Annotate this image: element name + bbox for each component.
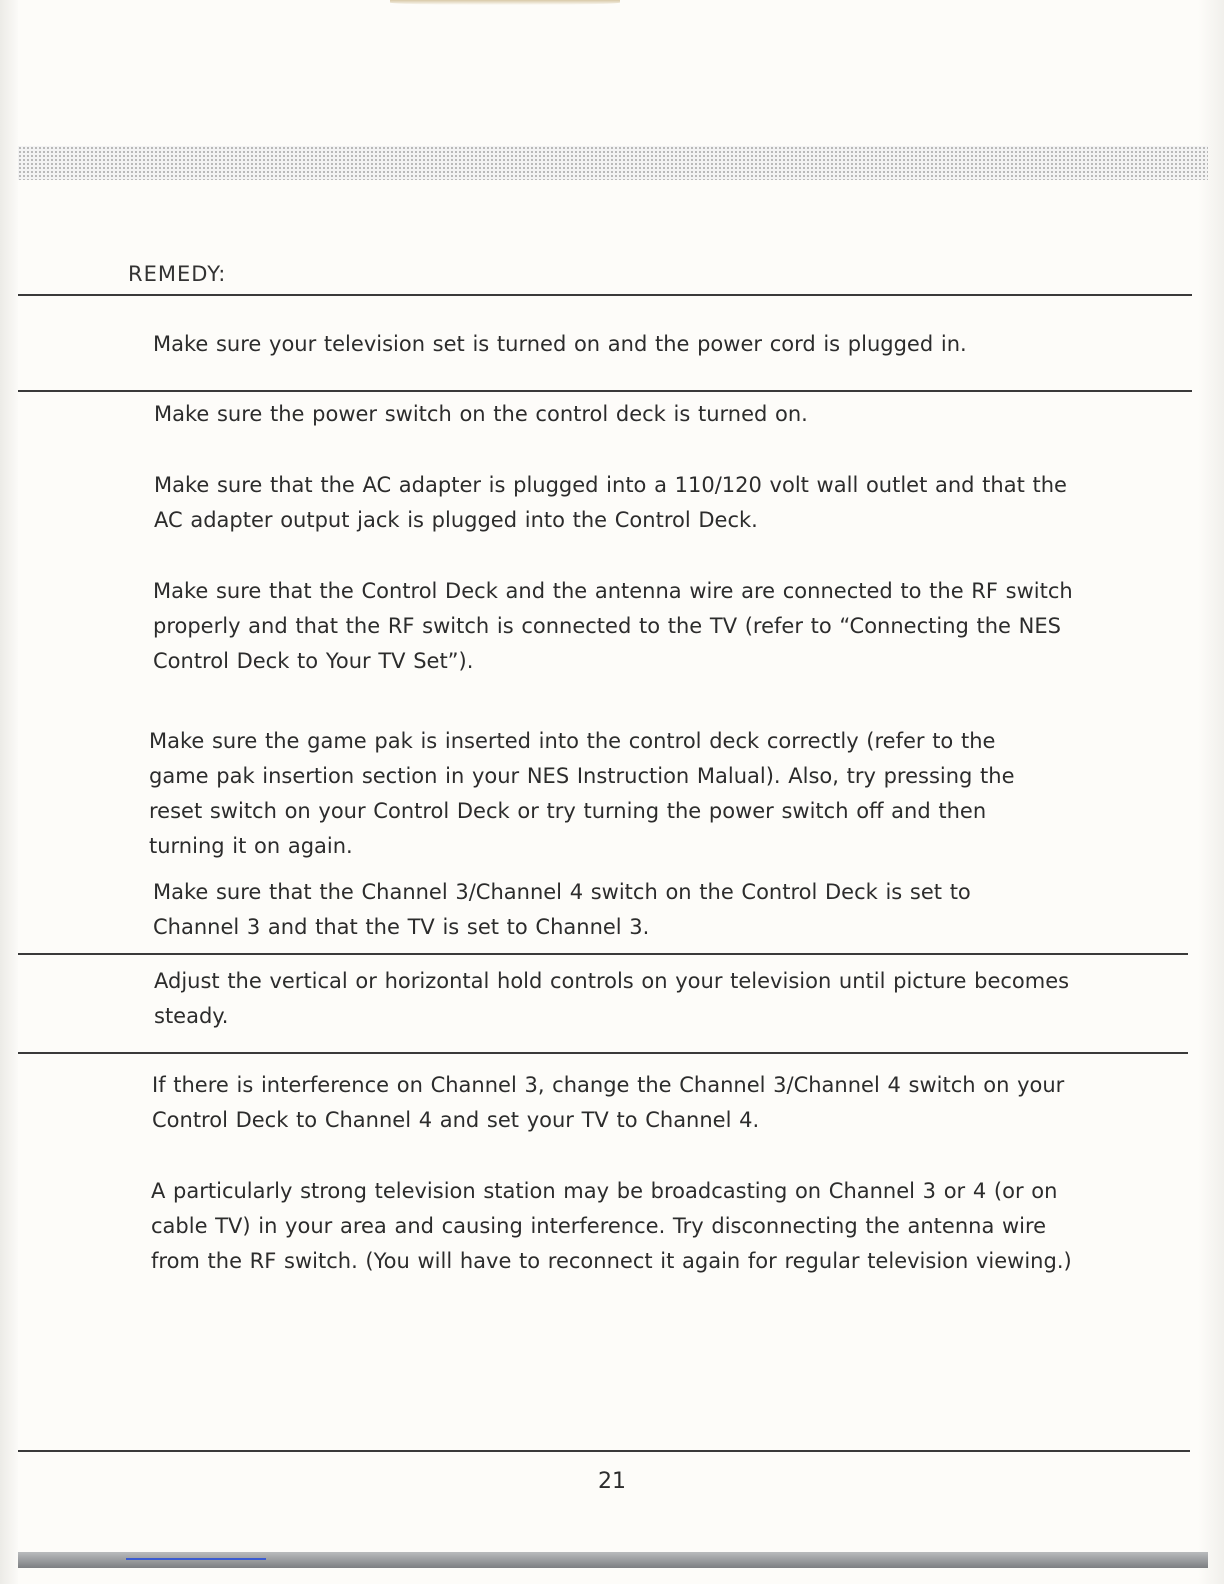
section-divider [18,390,1192,392]
remedy-paragraph: Adjust the vertical or horizontal hold controls on your television until picture becomes steady. [154,969,1070,1028]
bottom-binding-bar [18,1552,1208,1568]
remedy-paragraph: A particularly strong television station may be broadcasting on Channel 3 or 4 (or on cable TV) in your area and causing interference. Try disconnecting the antenna wire from the RF switch. (You will have to reconnect it again for regular television viewing.) [151,1179,1072,1273]
remedy-paragraph: Make sure the power switch on the control deck is turned on. [154,402,808,426]
top-shadow [390,0,620,5]
remedy-paragraph: Make sure your television set is turned on and the power cord is plugged in. [153,332,967,356]
remedy-paragraph: Make sure the game pak is inserted into the control deck correctly (refer to the game pak insertion section in your NES Instruction Malual). Also, try pressing the reset switch on your Control Deck or try turning the power switch off and then turning it on again. [149,729,1015,858]
page-number: 21 [598,1469,626,1494]
remedy-paragraph: Make sure that the Channel 3/Channel 4 switch on the Control Deck is set to Channel 3 and that the TV is set to Channel 3. [153,880,971,939]
page-left-edge [0,0,18,1584]
remedy-paragraph: Make sure that the AC adapter is plugged into a 110/120 volt wall outlet and that the AC adapter output jack is plugged into the Control Deck. [154,473,1067,532]
bottom-edge-mark [126,1558,266,1560]
footer-divider [18,1450,1190,1452]
remedy-paragraph: If there is interference on Channel 3, change the Channel 3/Channel 4 switch on your Control Deck to Channel 4 and set your TV to Channel 4. [152,1073,1065,1132]
page-right-edge [1198,0,1224,1584]
remedy-heading: REMEDY: [128,262,227,286]
remedy-paragraph: Make sure that the Control Deck and the antenna wire are connected to the RF switch properly and that the RF switch is connected to the TV (refer to “Connecting the NES Control Deck to Your TV Set”). [153,579,1073,673]
section-divider [18,294,1192,296]
section-divider [18,953,1188,955]
dotted-header-band [18,146,1208,180]
section-divider [18,1052,1188,1054]
